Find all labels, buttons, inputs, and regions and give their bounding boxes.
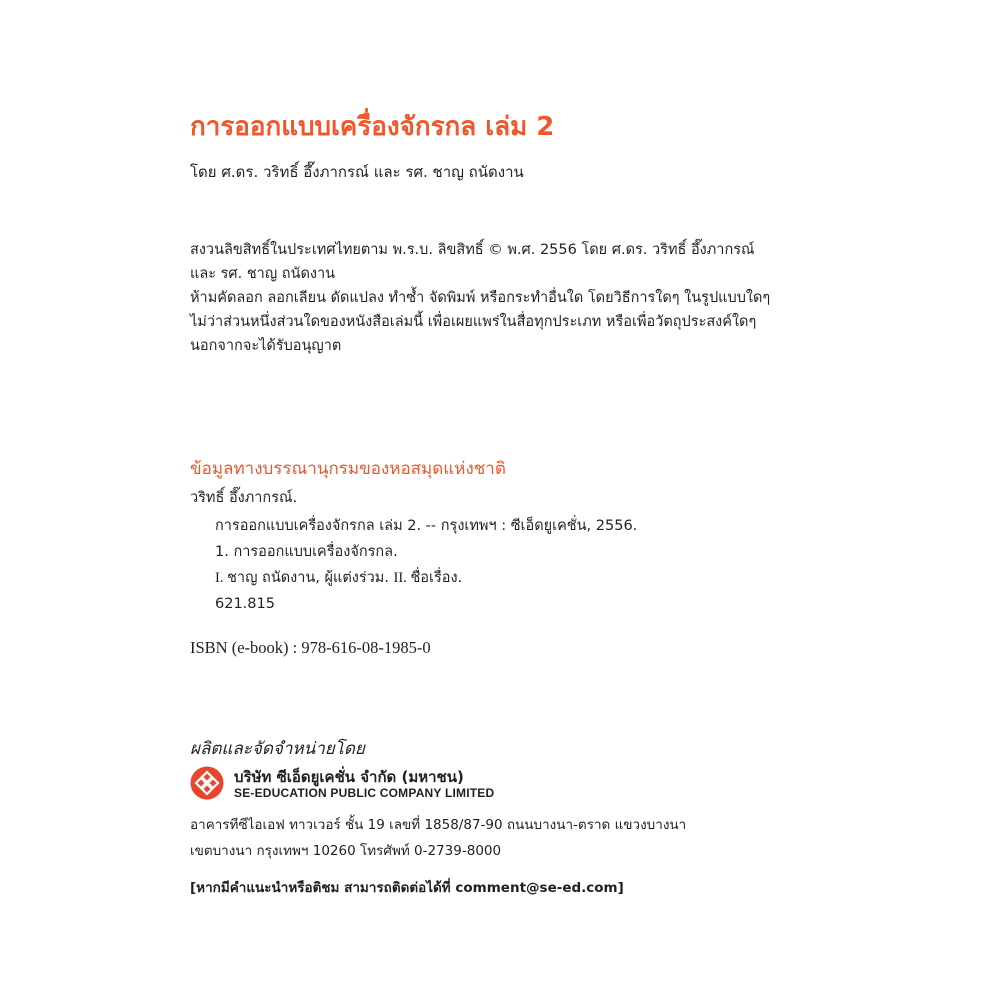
isbn: ISBN (e-book) : 978-616-08-1985-0 [190,638,431,657]
cataloging-heading: ข้อมูลทางบรรณานุกรมของหอสมุดแห่งชาติ [190,459,506,479]
company-name-english: SE-EDUCATION PUBLIC COMPANY LIMITED [234,786,495,800]
se-ed-logo-icon [190,766,224,800]
roman-numeral-1: I. [215,570,228,586]
publisher-address [190,812,686,864]
feedback-contact: [หากมีคำแนะนำหรือติชม สามารถติดต่อได้ที่ comment@se-ed.com] [190,880,624,896]
title-entry: ชื่อเรื่อง. [410,570,463,586]
cataloging-author: วริทธิ์ อึ๊งภากรณ์. [190,490,298,506]
company-name-thai: บริษัท ซีเอ็ดยูเคชั่น จำกัด (มหาชน) [234,768,464,786]
copyright-line: ไม่ว่าส่วนหนึ่งส่วนใดของหนังสือเล่มนี้ เพื่อเผยแพร่ในสื่อทุกประเภท หรือเพื่อวัตถุประสงค์ใดๆ [190,314,757,330]
authors-line: โดย ศ.ดร. วริทธิ์ อึ๊งภากรณ์ และ รศ. ชาญ ถนัดงาน [190,163,524,181]
cataloging-subject-line: 1. การออกแบบเครื่องจักรกล. [215,544,398,560]
cataloging-entry [215,513,637,617]
copyright-notice [190,238,770,358]
address-line: เขตบางนา กรุงเทพฯ 10260 โทรศัพท์ 0-2739-8000 [190,843,502,859]
book-title: การออกแบบเครื่องจักรกล เล่ม 2 [190,112,555,142]
address-line: อาคารทีซีไอเอฟ ทาวเวอร์ ชั้น 19 เลขที่ 1858/87-90 ถนนบางนา-ตราด แขวงบางนา [190,817,687,833]
cataloging-added-entries [215,565,637,591]
copyright-line: นอกจากจะได้รับอนุญาต [190,338,342,354]
classification-number: 621.815 [215,596,275,612]
coauthor-entry: ชาญ ถนัดงาน, ผู้แต่งร่วม. [227,570,394,586]
copyright-line: และ รศ. ชาญ ถนัดงาน [190,266,336,282]
roman-numeral-2: II. [393,570,411,586]
copyright-line: ห้ามคัดลอก ลอกเลียน ดัดแปลง ทำซ้ำ จัดพิมพ์ หรือกระทำอื่นใด โดยวิธีการใดๆ ในรูปแบบใดๆ [190,290,771,306]
cataloging-title-line: การออกแบบเครื่องจักรกล เล่ม 2. -- กรุงเทพฯ : ซีเอ็ดยูเคชั่น, 2556. [215,518,638,534]
published-by-label: ผลิตและจัดจำหน่ายโดย [190,739,365,759]
copyright-line: สงวนลิขสิทธิ์ในประเทศไทยตาม พ.ร.บ. ลิขสิทธิ์ © พ.ศ. 2556 โดย ศ.ดร. วริทธิ์ อึ๊งภากรณ์ [190,242,755,258]
